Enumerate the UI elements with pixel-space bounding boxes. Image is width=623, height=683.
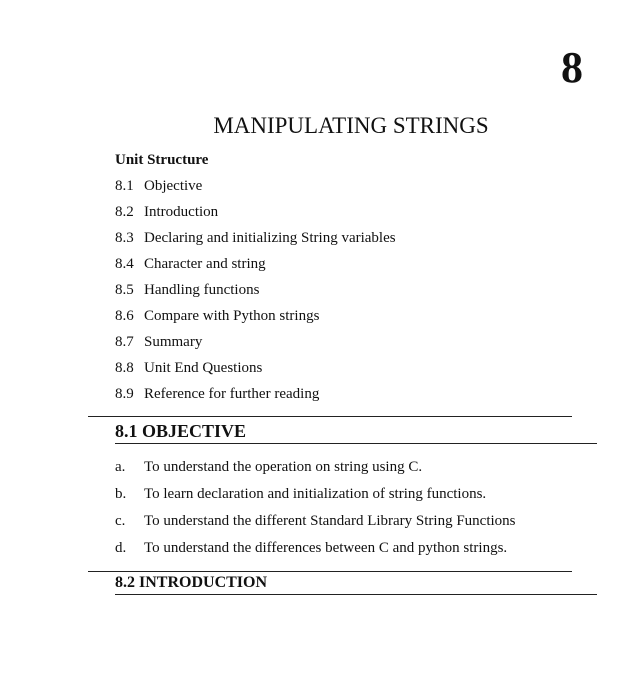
objective-list: [115, 458, 516, 566]
toc-item-label: Declaring and initializing String variables: [144, 230, 396, 246]
toc-item-number: 8.3: [115, 230, 134, 246]
toc-item: [115, 177, 396, 203]
toc-item-number: 8.7: [115, 334, 134, 350]
toc-item: [115, 281, 396, 307]
list-item: [115, 539, 516, 566]
objective-heading: 8.1 OBJECTIVE: [115, 421, 247, 441]
toc-item-label: Objective: [144, 178, 203, 194]
list-item: [115, 512, 516, 539]
chapter-title: MANIPULATING STRINGS: [213, 113, 489, 138]
section-divider: [115, 443, 597, 444]
chapter-number: 8: [561, 43, 583, 92]
toc-item-number: 8.6: [115, 308, 134, 324]
toc-item-number: 8.2: [115, 204, 134, 220]
toc-item-label: Summary: [144, 334, 203, 350]
toc-item-number: 8.8: [115, 360, 134, 376]
list-marker: b.: [115, 486, 127, 502]
toc-item-number: 8.5: [115, 282, 134, 298]
list-item: [115, 485, 516, 512]
toc-item-label: Compare with Python strings: [144, 308, 320, 324]
toc-item: [115, 333, 396, 359]
toc-item: [115, 203, 396, 229]
toc-item-label: Introduction: [144, 204, 219, 220]
toc-item: [115, 229, 396, 255]
list-marker: d.: [115, 540, 127, 556]
list-item: [115, 458, 516, 485]
toc-item: [115, 359, 396, 385]
toc-item-number: 8.1: [115, 178, 134, 194]
toc-item-number: 8.9: [115, 386, 134, 402]
toc-item-label: Character and string: [144, 256, 266, 272]
toc-item-number: 8.4: [115, 256, 134, 272]
list-marker: a.: [115, 459, 126, 475]
list-item-text: To learn declaration and initialization of string functions.: [144, 486, 487, 502]
list-marker: c.: [115, 513, 126, 529]
unit-structure-heading: Unit Structure: [115, 152, 209, 168]
list-item-text: To understand the different Standard Library String Functions: [144, 513, 516, 529]
section-divider: [115, 594, 597, 595]
toc-item-label: Unit End Questions: [144, 360, 263, 376]
section-divider: [88, 571, 572, 572]
list-item-text: To understand the differences between C and python strings.: [144, 540, 508, 556]
unit-structure-list: [115, 177, 396, 411]
toc-item: [115, 307, 396, 333]
list-item-text: To understand the operation on string using C.: [144, 459, 423, 475]
introduction-heading: 8.2 INTRODUCTION: [115, 574, 268, 591]
toc-item-label: Reference for further reading: [144, 386, 320, 402]
toc-item: [115, 385, 396, 411]
toc-item-label: Handling functions: [144, 282, 260, 298]
toc-item: [115, 255, 396, 281]
section-divider: [88, 416, 572, 417]
